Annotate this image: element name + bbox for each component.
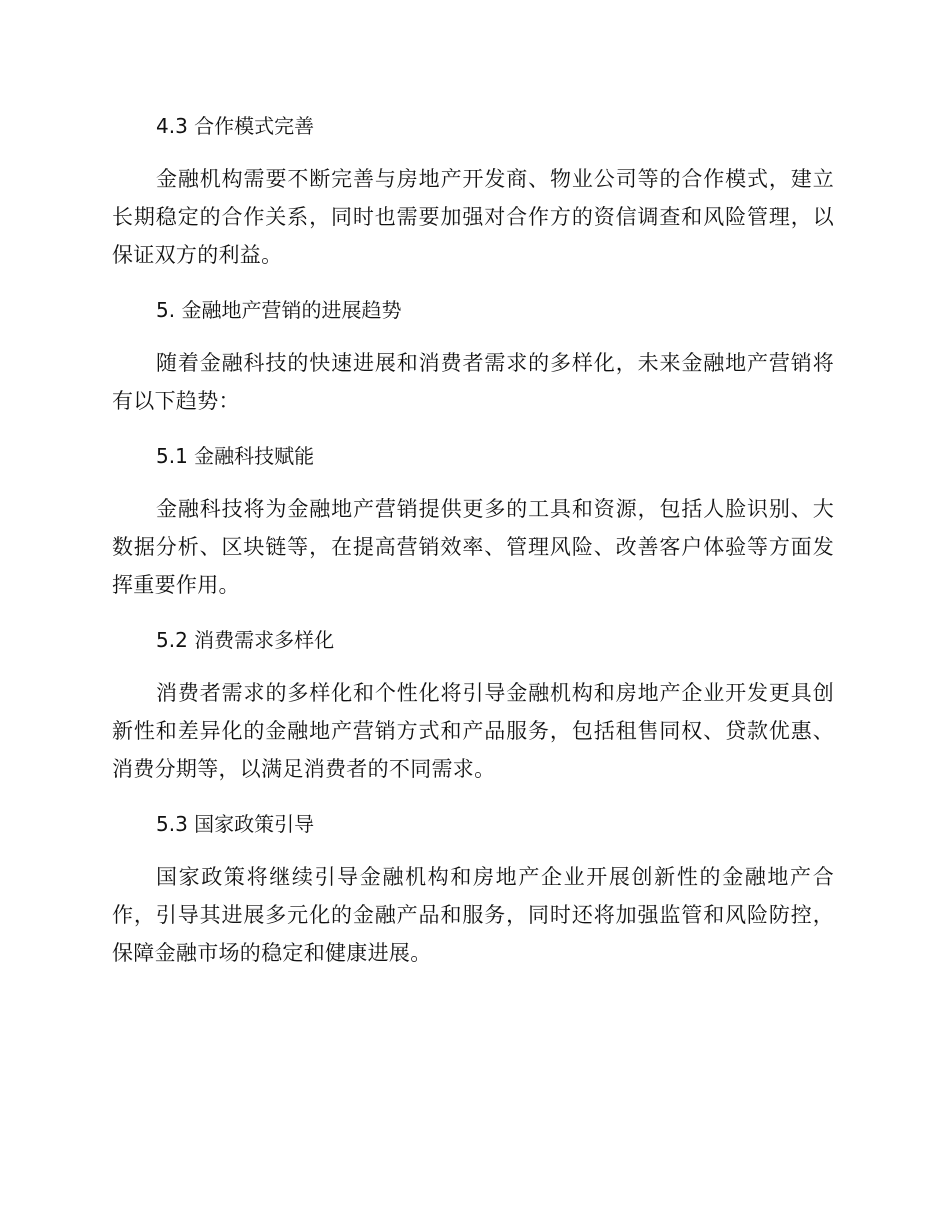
- section-paragraph-5-1: 金融科技将为金融地产营销提供更多的工具和资源，包括人脸识别、大数据分析、区块链等，在提高营销效率、管理风险、改善客户体验等方面发挥重要作用。: [112, 497, 834, 597]
- section-paragraph-4-3: 金融机构需要不断完善与房地产开发商、物业公司等的合作模式，建立长期稳定的合作关系，同时也需要加强对合作方的资信调查和风险管理，以保证双方的利益。: [112, 167, 834, 267]
- section-paragraph-5: 随着金融科技的快速进展和消费者需求的多样化，未来金融地产营销将有以下趋势：: [112, 351, 834, 413]
- section-heading-5-3: 5.3 国家政策引导: [156, 812, 315, 836]
- section-heading-4-3: 4.3 合作模式完善: [156, 114, 315, 138]
- section-heading-5-2: 5.2 消费需求多样化: [156, 628, 335, 652]
- section-heading-5-1: 5.1 金融科技赋能: [156, 444, 315, 468]
- section-heading-5: 5. 金融地产营销的进展趋势: [156, 298, 402, 322]
- document-body: [112, 108, 834, 972]
- section-paragraph-5-3: 国家政策将继续引导金融机构和房地产企业开展创新性的金融地产合作，引导其进展多元化的金融产品和服务，同时还将加强监管和风险防控，保障金融市场的稳定和健康进展。: [112, 865, 834, 965]
- section-paragraph-5-2: 消费者需求的多样化和个性化将引导金融机构和房地产企业开发更具创新性和差异化的金融地产营销方式和产品服务，包括租售同权、贷款优惠、消费分期等，以满足消费者的不同需求。: [112, 681, 834, 781]
